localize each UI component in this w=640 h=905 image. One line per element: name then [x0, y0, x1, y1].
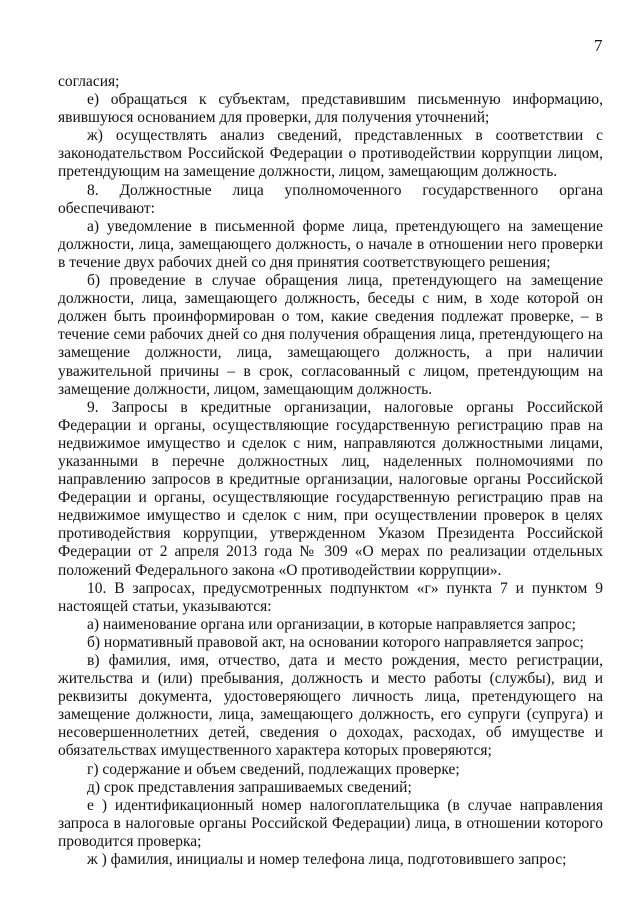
paragraph-item-zh: ж) осуществлять анализ сведений, представленных в соответствии с законодательством Российской Федерации о противодействии коррупции лицом, претендующим на замещение должности, лицом, замещающим должность. — [58, 127, 603, 181]
paragraph-clause-10-a: а) наименование органа или организации, в которые направляется запрос; — [87, 615, 576, 633]
paragraph-clause-9: 9. Запросы в кредитные организации, налоговые органы Российской Федерации и органы, осуществляющие государственную регистрацию прав на недвижимое имущество и сделок с ним, направляются должностными лицами, указанными в перечне должностных лиц, наделенных полномочиями по направлению запросов в кредитные организации, налоговые органы Российской Федерации и органы, осуществляющие государственную регистрацию прав на недвижимое имущество и сделок с ним, при осуществлении проверок в целях противодействия коррупции, утвержденном Указом Президента Российской Федерации от 2 апреля 2013 года № 309 «О мерах по реализации отдельных положений Федерального закона «О противодействии коррупции». — [58, 398, 603, 579]
paragraph-clause-10-b: б) нормативный правовой акт, на основании которого направляется запрос; — [87, 633, 584, 651]
paragraph-clause-10-d: д) срок представления запрашиваемых сведений; — [87, 778, 412, 796]
paragraph-clause-10-g: г) содержание и объем сведений, подлежащих проверке; — [87, 760, 460, 778]
paragraph-clause-10: 10. В запросах, предусмотренных подпунктом «г» пункта 7 и пунктом 9 настоящей статьи, указываются: — [58, 579, 603, 615]
document-body — [58, 73, 603, 869]
paragraph-clause-8: 8. Должностные лица уполномоченного государственного органа обеспечивают: — [58, 181, 603, 217]
paragraph-clause-8-b: б) проведение в случае обращения лица, претендующего на замещение должности, лица, замещающего должность, беседы с ним, в ходе которой он должен быть проинформирован о том, какие сведения подлежат проверке, – в течение семи рабочих дней со дня получения обращения лица, претендующего на замещение должности, лица, замещающего должность, а при наличии уважительной причины – в срок, согласованный с лицом, претендующим на замещение должности, лицом, замещающим должность. — [58, 272, 603, 398]
paragraph-clause-10-e: е ) идентификационный номер налогоплательщика (в случае направления запроса в налоговые органы Российской Федерации) лица, в отношении которого проводится проверка; — [58, 796, 603, 850]
page-number: 7 — [594, 36, 603, 55]
paragraph-item-e: е) обращаться к субъектам, представившим письменную информацию, явившуюся основанием для проверки, для получения уточнений; — [58, 91, 603, 127]
paragraph-clause-8-a: а) уведомление в письменной форме лица, претендующего на замещение должности, лица, замещающего должность, о начале в отношении него проверки в течение двух рабочих дней со дня принятия соответствующего решения; — [58, 217, 603, 271]
paragraph-continuation: согласия; — [58, 73, 120, 90]
paragraph-clause-10-zh: ж ) фамилия, инициалы и номер телефона лица, подготовившего запрос; — [87, 851, 567, 869]
paragraph-clause-10-v: в) фамилия, имя, отчество, дата и место рождения, место регистрации, жительства и (или) пребывания, должность и место работы (службы), вид и реквизиты документа, удостоверяющего личность лица, претендующего на замещение должности, лица, замещающего должность, его супруги (супруга) и несовершеннолетних детей, сведения о доходах, расходах, об имуществе и обязательствах имущественного характера которых проверяются; — [58, 652, 603, 760]
